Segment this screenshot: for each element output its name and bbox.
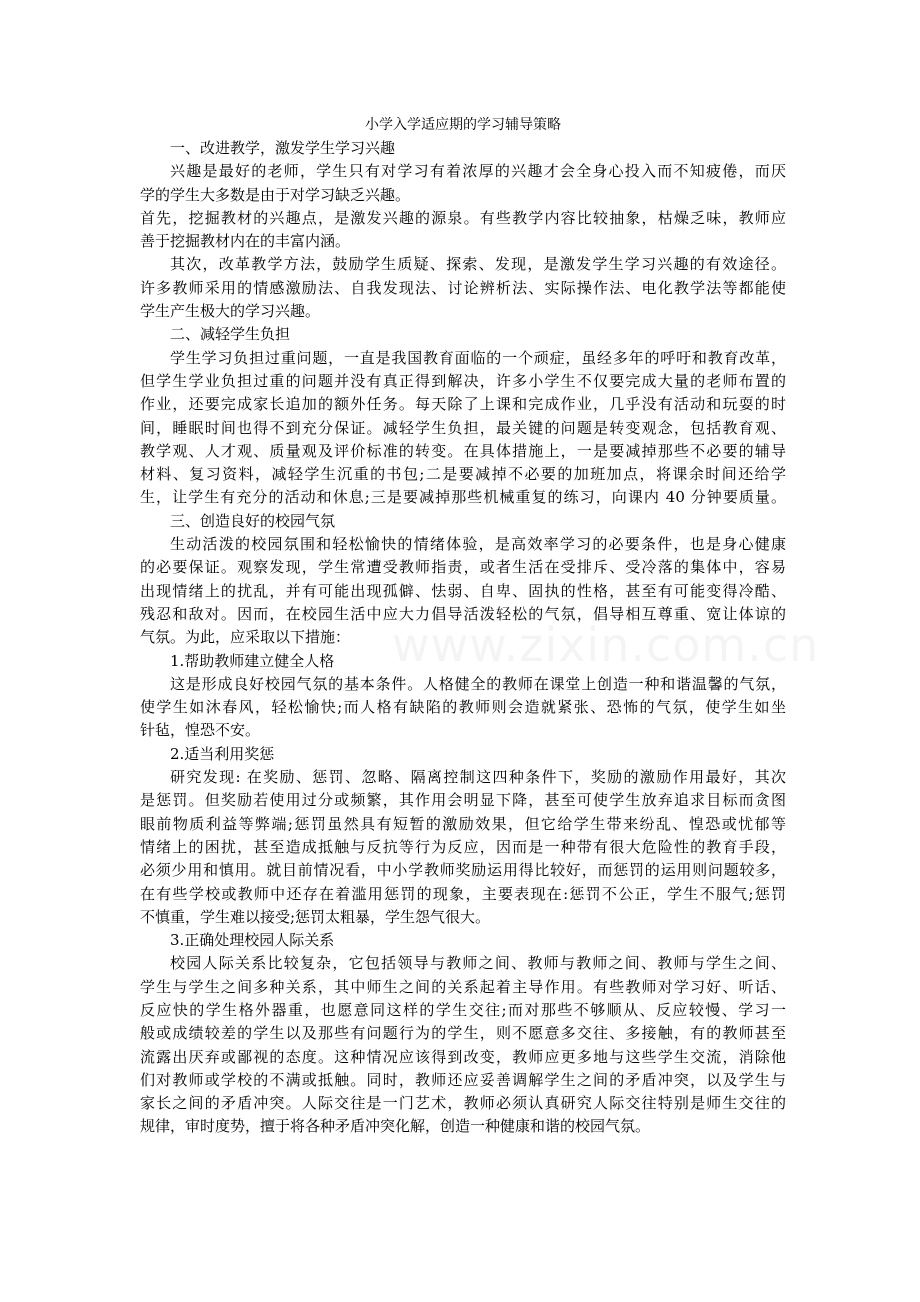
text-line: 反应快的学生格外器重，也愿意同这样的学生交往;而对那些不够顺从、反应较慢、学习一 xyxy=(140,1000,786,1019)
text-line: 流露出厌弃或鄙视的态度。这种情况应该得到改变，教师应更多地与这些学生交流，消除他 xyxy=(140,1047,786,1066)
text-line: 2.适当利用奖惩 xyxy=(170,744,275,763)
text-line: 家长之间的矛盾冲突。人际交往是一门艺术，教师必须认真研究人际交往特别是师生交往的 xyxy=(140,1094,786,1113)
text-line: 们对教师或学校的不满或抵触。同时，教师还应妥善调解学生之间的矛盾冲突，以及学生与 xyxy=(140,1070,786,1089)
text-line: 教学观、人才观、质量观及评价标准的转变。在具体措施上，一是要减掉那些不必要的辅导 xyxy=(140,441,786,460)
text-line: 是惩罚。但奖励若使用过分或频繁，其作用会明显下降，甚至可使学生放弃追求目标而贪图 xyxy=(140,791,786,810)
text-line: 1.帮助教师建立健全人格 xyxy=(170,651,335,670)
text-line: 规律，审时度势，擅于将各种矛盾冲突化解，创造一种健康和谐的校园气氛。 xyxy=(140,1117,651,1136)
text-line: 不慎重，学生难以接受;惩罚太粗暴，学生怨气很大。 xyxy=(140,907,491,926)
text-line: 学生与学生之间多种关系，其中师生之间的关系起着主导作用。有些教师对学习好、听话、 xyxy=(140,977,786,996)
document-title: 小学入学适应期的学习辅导策略 xyxy=(365,117,561,133)
text-line: 三、创造良好的校园气氛 xyxy=(170,511,336,530)
document-body xyxy=(140,137,786,1139)
text-line: 但学生学业负担过重的问题并没有真正得到解决，许多小学生不仅要完成大量的老师布置的 xyxy=(140,371,786,390)
text-line: 一、改进教学，激发学生学习兴趣 xyxy=(170,139,396,157)
text-line: 残忍和敌对。因而，在校园生活中应大力倡导活泼轻松的气氛，倡导相互尊重、宽让体谅的 xyxy=(140,604,786,623)
text-line: 学生产生极大的学习兴趣。 xyxy=(140,302,321,321)
text-line: 学的学生大多数是由于对学习缺乏兴趣。 xyxy=(140,185,411,204)
text-line: 必须少用和慎用。就目前情况看，中小学教师奖励运用得比较好，而惩罚的运用则问题较多， xyxy=(140,861,786,880)
text-line: 生动活泼的校园氛围和轻松愉快的情绪体验，是高效率学习的必要条件，也是身心健康 xyxy=(170,535,786,554)
text-line: 针毡，惶恐不安。 xyxy=(140,721,261,740)
text-line: 的必要保证。观察发现，学生常遭受教师指责，或者生活在受排斥、受冷落的集体中，容易 xyxy=(140,558,786,577)
text-line: 许多教师采用的情感激励法、自我发现法、讨论辨析法、实际操作法、电化教学法等都能使 xyxy=(140,278,786,297)
text-line: 材料、复习资料，减轻学生沉重的书包;二是要减掉不必要的加班加点，将课余时间还给学 xyxy=(140,465,786,484)
text-line: 兴趣是最好的老师，学生只有对学习有着浓厚的兴趣才会全身心投入而不知疲倦，而厌 xyxy=(170,162,786,181)
text-line: 这是形成良好校园气氛的基本条件。人格健全的教师在课堂上创造一种和谐温馨的气氛， xyxy=(170,674,786,693)
text-line: 校园人际关系比较复杂，它包括领导与教师之间、教师与教师之间、教师与学生之间、 xyxy=(170,954,786,973)
text-line: 作业，还要完成家长追加的额外任务。每天除了上课和完成作业，几乎没有活动和玩耍的时 xyxy=(140,395,786,414)
text-line: 生，让学生有充分的活动和休息;三是要减掉那些机械重复的练习，向课内 40 分钟要质量。 xyxy=(140,488,786,507)
text-line: 使学生如沐春风，轻松愉快;而人格有缺陷的教师则会造就紧张、恐怖的气氛，使学生如坐 xyxy=(140,698,786,717)
text-line: 3.正确处理校园人际关系 xyxy=(170,931,335,950)
document-page xyxy=(140,113,786,1139)
text-line: 在有些学校或教师中还存在着滥用惩罚的现象，主要表现在:惩罚不公正，学生不服气;惩罚 xyxy=(140,884,786,903)
text-line: 研究发现: 在奖励、惩罚、忽略、隔离控制这四种条件下，奖励的激励作用最好，其次 xyxy=(170,768,786,787)
text-line: 出现情绪上的扰乱，并有可能出现孤僻、怯弱、自卑、固执的性格，甚至有可能变得冷酷、 xyxy=(140,581,786,600)
text-line: 其次，改革教学方法，鼓励学生质疑、探索、发现，是激发学生学习兴趣的有效途径。 xyxy=(170,255,786,274)
text-line: 情绪上的困扰，甚至造成抵触与反抗等行为反应，因而是一种带有很大危险性的教育手段， xyxy=(140,837,786,856)
text-line: 般或成绩较差的学生以及那些有问题行为的学生，则不愿意多交往、多接触，有的教师甚至 xyxy=(140,1024,786,1043)
text-line: 间，睡眠时间也得不到充分保证。减轻学生负担，最关键的问题是转变观念，包括教育观、 xyxy=(140,418,786,437)
text-line: 气氛。为此，应采取以下措施： xyxy=(140,628,351,647)
text-line: 学生学习负担过重问题，一直是我国教育面临的一个顽症，虽经多年的呼吁和教育改革， xyxy=(170,348,786,367)
text-line: 善于挖掘教材内在的丰富内涵。 xyxy=(140,232,351,251)
text-line: 首先，挖掘教材的兴趣点，是激发兴趣的源泉。有些教学内容比较抽象，枯燥乏味，教师应 xyxy=(140,208,786,227)
text-line: 二、减轻学生负担 xyxy=(170,325,291,344)
text-line: 眼前物质利益等弊端;惩罚虽然具有短暂的激励效果，但它给学生带来纷乱、惶恐或忧郁等 xyxy=(140,814,786,833)
